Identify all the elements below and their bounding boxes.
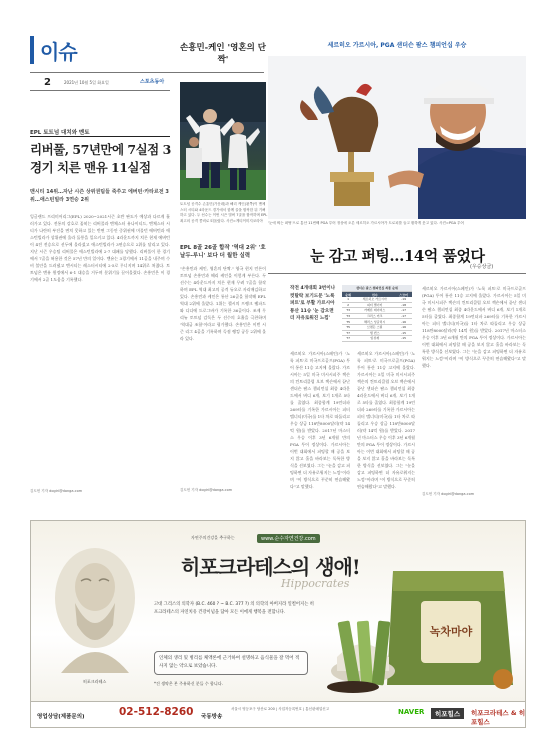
table-cell: -19 bbox=[395, 297, 412, 302]
table-cell: 해리스 잉글리시 bbox=[354, 319, 395, 325]
company-address: 서울시 영등포구 당산로 200 | 사업자등록번호 | 통신판매업신고 bbox=[231, 707, 329, 711]
table-cell: -15 bbox=[395, 330, 412, 336]
table-cell: 세르히오 가르시아 bbox=[354, 297, 395, 302]
right-body-col2: 세르히오 가르시아(스페인)가 '노룩 퍼트'로 미국프로골프(PGA) 투어 통산 11승 고지에 올랐다. 가르시아는 5일 미국 미시시피주 잭슨의 컨트리클럽 오브 잭슨에서 끝난 샌더슨 팜스 챔피언십 최종 4라운드에서 버디 6개, 보기 1개로 5타를 줄였다. 최종합계 19언더파 269타를 기록한 가르시아는 피터 맬너티(미국)를 1타 차로 따돌리고 우승 상금 118만8000달러(약 14억 원)를 받았다. 2017년 마스터스 우승 이후 3년 6개월 만의 PGA 투어 정상이다. 가르시아는 이번 대회에서 퍼팅할 때 공을 보지 않고 홀을 바라보는 독특한 방식을 선보였다. 그는 "눈을 감고 퍼팅하면 더 자유로워지는 느낌"이라며 "이 방식으로 꾸준히 연습해왔다"고 말했다. bbox=[357, 351, 415, 489]
portrait-caption: 히포크라테스 bbox=[83, 679, 107, 684]
ad-note: 인체의 생리 및 병리를 체액론에 근거하여 설명하고 음식물을 잘 먹어 적사지 않는 약으로 보았습니다. bbox=[154, 651, 308, 675]
table-cell: -16 bbox=[395, 319, 412, 325]
left-kicker: EPL 토트넘 대치와 멘토 bbox=[30, 130, 90, 136]
table-cell: T7 bbox=[342, 336, 354, 342]
table-cell: 샘 번스 bbox=[354, 330, 395, 336]
table-cell: 임성재 bbox=[354, 336, 395, 342]
table-cell: -16 bbox=[395, 324, 412, 330]
table-header: 스코어 bbox=[395, 292, 412, 298]
table-cell: 브랜든 스틸 bbox=[354, 324, 395, 330]
left-body: 잉글랜드 프리미어리그(EPL) 2020∼2021시즌 초반 판도가 예상과 다르게 흘러가고 있다. 전통의 강호로 꼽히는 리버풀과 맨체스터 유나이티드, 맨체스터 시티가 나란히 부진을 면치 못하고 있는 반면 그동안 중위권에 머물던 에버턴과 애스턴빌라가 상위권에 올라 돌풍을 일으키고 있다. 4라운드까지 치른 현재 에버턴이 4전 전승으로 선두에 올라섰고 애스턴빌라가 3연승으로 2위를 달리고 있다. 지난 시즌 우승팀 리버풀은 애스턴빌라에 2-7 대패를 당했다. 리버풀이 한 경기에서 7골을 허용한 것은 57년 만의 일이다. 맨유는 3경기에서 11골을 내주며 수비 불안을 드러냈고 맨시티는 레스터시티에 2-5로 무너지며 14위로 처졌다. 토트넘은 맨유 원정에서 6-1 대승을 거두며 분위기를 끌어올렸다. 손흥민은 이 경기에서 2골 1도움을 기록했다. bbox=[30, 214, 170, 282]
table-cell: 카메론 데이비스 bbox=[354, 308, 395, 314]
table-caption: 샌더슨 팜스 챔피언십 최종 순위 bbox=[342, 285, 412, 292]
right-rule bbox=[268, 273, 526, 274]
right-lead: 작전 4개대회 3번이나 컷탈락 보기드문 '노룩 퍼트'로 부활 가르시아 통산 11승 '눈 감으면 더 자유로워진 느낌' bbox=[290, 286, 336, 321]
section-title: 이슈 bbox=[40, 40, 77, 64]
paper-logo: 스포츠동아 bbox=[140, 79, 165, 85]
issue-date: 2021년 10월 5일 화요일 bbox=[64, 80, 109, 85]
right-headline: 눈 감고 퍼팅…14억 품었다 bbox=[310, 247, 485, 265]
ad-top-line: 자연주의건강을 추구하는 bbox=[191, 535, 235, 540]
ad-title: 히포크라테스의 생애! bbox=[181, 555, 360, 579]
table-row bbox=[342, 336, 412, 342]
header-rule bbox=[30, 72, 264, 73]
center-byline: 김도헌 기자 dogiri@donga.com bbox=[180, 488, 233, 492]
kicker-rule bbox=[30, 136, 170, 137]
center-body: "손흥민과 케인, 영혼의 단짝." 영국 현지 언론이 토트넘 손흥민과 해리 케인을 이렇게 부른다. 두 선수는 4라운드까지 치른 현재 무려 7골을 합작하며 EPL 역대 최고의 공격 듀오로 자리매김하고 있다. 손흥민과 케인은 통산 26골을 합작해 EPL 역대 2위에 올랐다. 1위는 첼시의 프랭크 램파드와 디디에 드로그바가 기록한 36골이다. 조제 무리뉴 토트넘 감독은 두 선수의 호흡을 극찬하며 '역대급 조합'이라고 평가했다. 손흥민은 이번 시즌 리그 4골을 기록하며 득점 랭킹 공동 2위에 올라 있다. bbox=[180, 266, 266, 341]
section-accent-bar bbox=[30, 36, 34, 64]
right-body-col3: 세르히오 가르시아(스페인)가 '노룩 퍼트'로 미국프로골프(PGA) 투어 통산 11승 고지에 올랐다. 가르시아는 5일 미국 미시시피주 잭슨의 컨트리클럽 오브 잭슨에서 끝난 샌더슨 팜스 챔피언십 최종 4라운드에서 버디 6개, 보기 1개로 5타를 줄였다. 최종합계 19언더파 269타를 기록한 가르시아는 피터 맬너티(미국)를 1타 차로 따돌리고 우승 상금 118만8000달러(약 14억 원)를 받았다. 2017년 마스터스 우승 이후 3년 6개월 만의 PGA 투어 정상이다. 가르시아는 이번 대회에서 퍼팅할 때 공을 보지 않고 홀을 바라보는 독특한 방식을 선보였다. 그는 "눈을 감고 퍼팅하면 더 자유로워지는 느낌"이라며 "이 방식으로 꾸준히 연습해왔다"고 말했다. bbox=[422, 286, 526, 368]
table-cell: T7 bbox=[342, 330, 354, 336]
golfer-trophy-image bbox=[268, 56, 526, 219]
table-cell: -17 bbox=[395, 313, 412, 319]
advertisement bbox=[30, 520, 526, 728]
brand-name: 히포크라테스 & 히포힐스 bbox=[471, 709, 526, 726]
sales-label: 영업상담(제품문의) bbox=[37, 714, 85, 720]
golf-photo-caption: '눈에 띄는 퍼팅'으로 통산 11번째 PGA 투어 정상에 오른 세르히오 가르시아가 트로피를 들고 환하게 웃고 있다. 사진=PGA 투어 bbox=[268, 221, 464, 225]
golf-photo bbox=[268, 56, 526, 219]
center-subhead: EPL 8골 26골 합작 '역대 2위' '호날두-루니' 보다 더 월한 실력 bbox=[180, 245, 266, 259]
ad-footnote: *건 생약은 본 주유하신 분들 수 합니다. bbox=[154, 681, 223, 686]
soccer-players-image bbox=[180, 82, 266, 200]
ad-script-title: Hippocrates bbox=[281, 577, 350, 590]
table-cell: 크리스 커크 bbox=[354, 313, 395, 319]
table-cell: T5 bbox=[342, 319, 354, 325]
table-cell: 피터 맬너티 bbox=[354, 302, 395, 308]
right-body-col1: 세르히오 가르시아(스페인)가 '노룩 퍼트'로 미국프로골프(PGA) 투어 통산 11승 고지에 올랐다. 가르시아는 5일 미국 미시시피주 잭슨의 컨트리클럽 오브 잭슨에서 끝난 샌더슨 팜스 챔피언십 최종 4라운드에서 버디 6개, 보기 1개로 5타를 줄였다. 최종합계 19언더파 269타를 기록한 가르시아는 피터 맬너티(미국)를 1타 차로 따돌리고 우승 상금 118만8000달러(약 14억 원)를 받았다. 2017년 마스터스 우승 이후 3년 6개월 만의 PGA 투어 정상이다. 가르시아는 이번 대회에서 퍼팅할 때 공을 보지 않고 홀을 바라보는 독특한 방식을 선보였다. 그는 "눈을 감고 퍼팅하면 더 자유로워지는 느낌"이라며 "이 방식으로 꾸준히 연습해왔다"고 말했다. bbox=[290, 351, 350, 489]
soccer-photo bbox=[180, 82, 266, 200]
table-cell: T3 bbox=[342, 313, 354, 319]
table-cell: T3 bbox=[342, 308, 354, 314]
table-header: 순위 bbox=[342, 292, 354, 298]
product-package-image bbox=[323, 561, 519, 697]
soccer-photo-caption: 토트넘 공격수 손흥민(가운데)과 해리 케인(왼쪽)이 맨체스터 시티와 4라운드 경기에서 함께 골을 합작한 뒤 기뻐하고 있다. 두 선수는 이번 시즌 벌써 7골을 합작하며 EPL 최고의 공격 콤비로 떠올랐다. 사진=게티이미지코리아 bbox=[180, 202, 268, 223]
ad-contact-bar bbox=[31, 701, 526, 728]
right-byline: 김도헌 기자 dogiri@donga.com bbox=[422, 492, 475, 496]
table-header: 선수 bbox=[354, 292, 395, 298]
ranking-table bbox=[342, 285, 412, 342]
table-cell: 1 bbox=[342, 297, 354, 302]
sales-phone[interactable]: 02-512-8260 bbox=[119, 706, 194, 718]
right-kicker: 세르히오 가르시아, PGA 샌더슨 팜스 챔피언십 우승 bbox=[327, 42, 467, 49]
center-headline: 손흥민-케인 '영혼의 단짝' bbox=[180, 43, 266, 65]
table-cell: -18 bbox=[395, 302, 412, 308]
delivery-label: 국동방송 bbox=[201, 714, 223, 720]
page-number: 2 bbox=[44, 77, 51, 88]
ad-website[interactable]: www.순수자연건강.com bbox=[257, 534, 320, 543]
left-subhead: 맨시티 14위…자난 시즌 상위권팀들 죽쑤고 에버턴·카타르전 3위…애스턴빌라 3연승 2위 bbox=[30, 189, 169, 203]
header-bottom-rule bbox=[30, 90, 170, 91]
left-byline: 김도헌 기자 dogiri@donga.com bbox=[30, 489, 83, 493]
right-subhead: (우승상금) bbox=[470, 264, 494, 270]
ad-description: 고대 그리스의 의학자 (B.C. 460 ? ~ B.C. 377 ?) 의 의학의 아버지라 일컬어지는 히포크라테스의 자연치유 건강이념을 담아 모든 이에게 행복을 전합니다. bbox=[154, 602, 314, 615]
table-cell: -15 bbox=[395, 336, 412, 342]
table-cell: -17 bbox=[395, 308, 412, 314]
left-headline: 리버풀, 57년만에 7실점 3경기 치른 맨유 11실점 bbox=[30, 142, 171, 175]
store-name[interactable]: 히포힐스 bbox=[431, 708, 464, 719]
table-cell: T5 bbox=[342, 324, 354, 330]
hippocrates-portrait-image bbox=[45, 543, 145, 678]
product-label: 녹차마야 bbox=[429, 625, 473, 638]
naver-logo[interactable]: NAVER bbox=[398, 708, 425, 716]
table-cell: 2 bbox=[342, 302, 354, 308]
